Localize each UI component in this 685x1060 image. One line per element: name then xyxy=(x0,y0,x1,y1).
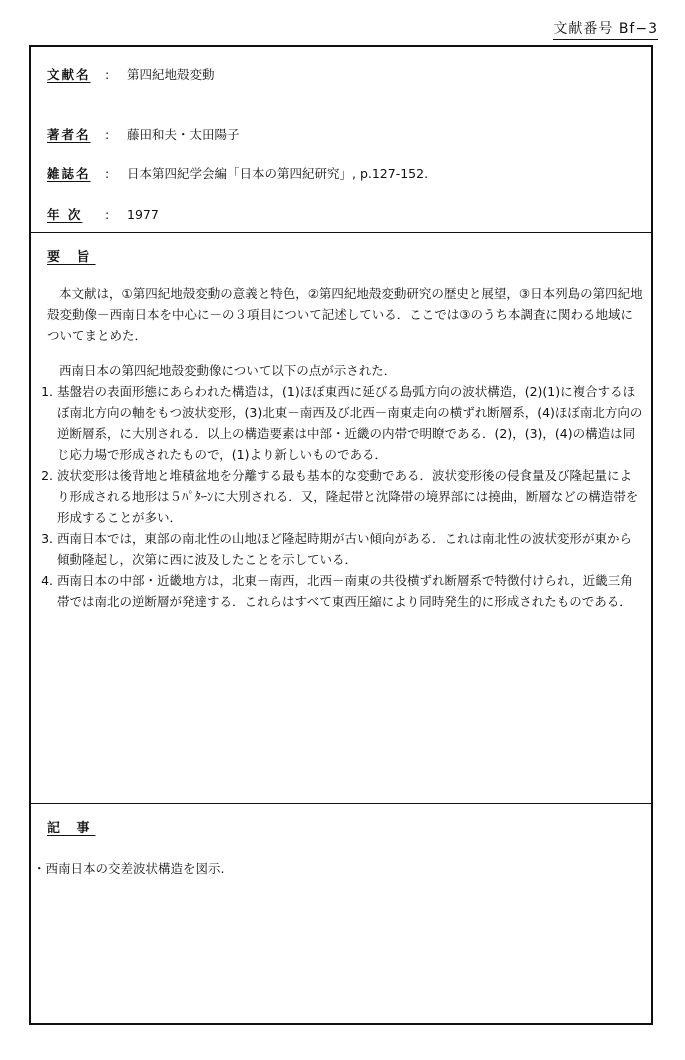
summary-list-item xyxy=(31,528,643,570)
meta-journal-label: 雑誌名 xyxy=(47,166,91,181)
summary-list-number: 4. xyxy=(41,573,53,588)
summary-list-text: 波状変形は後背地と堆積盆地を分離する最も基本的な変動である．波状変形後の侵食量及び隆起量により形成される地形は５ﾊﾟﾀｰﾝに大別される．又，隆起帯と沈降帯の境界部には撓曲，断層などの構造帯を形成することが多い． xyxy=(57,468,639,525)
notes-text: ・西南日本の交差波状構造を図示. xyxy=(33,861,225,876)
summary-body xyxy=(31,283,651,612)
meta-authors-value: 藤田和夫・太田陽子 xyxy=(127,127,240,142)
meta-year-row xyxy=(47,205,159,223)
summary-list-item xyxy=(31,570,643,612)
meta-authors-label: 著者名 xyxy=(47,127,91,142)
meta-year-label: 年 次 xyxy=(47,207,83,222)
meta-authors-row xyxy=(47,125,240,143)
meta-title-value: 第四紀地殻変動 xyxy=(127,67,215,82)
summary-list xyxy=(31,381,651,612)
meta-title-colon: : xyxy=(105,67,110,82)
summary-list-text: 西南日本の中部・近畿地方は，北東－南西，北西－南東の共役横ずれ断層系で特徴付けられ，近畿三角帯では南北の逆断層が発達する．これらはすべて東西圧縮により同時発生的に形成されたものである． xyxy=(57,573,633,609)
meta-title-label: 文献名 xyxy=(47,67,91,82)
summary-list-item xyxy=(31,465,643,528)
summary-list-number: 3. xyxy=(41,531,53,546)
meta-journal-colon: : xyxy=(105,166,110,181)
document-number: 文献番号 Bf−3 xyxy=(553,18,658,40)
meta-journal-row xyxy=(47,164,428,182)
summary-list-text: 西南日本では，東部の南北性の山地ほど隆起時期が古い傾向がある．これは南北性の波状変形が東から傾動隆起し，次第に西に波及したことを示している． xyxy=(57,531,633,567)
meta-journal-value: 日本第四紀学会編「日本の第四紀研究」, p.127-152. xyxy=(127,166,429,181)
summary-intro: 本文献は，①第四紀地殻変動の意義と特色，②第四紀地殻変動研究の歴史と展望，③日本列島の第四紀地殻変動像－西南日本を中心に－の３項目について記述している．ここでは③のうち本調査に関わる地域についてまとめた． xyxy=(47,286,643,343)
divider-summary xyxy=(31,803,651,804)
meta-year-colon: : xyxy=(105,207,110,222)
notes-heading: 記 事 xyxy=(47,821,96,836)
summary-heading: 要 旨 xyxy=(47,250,96,265)
summary-list-number: 1. xyxy=(41,384,53,399)
meta-year-value: 1977 xyxy=(127,207,159,222)
summary-list-text: 基盤岩の表面形態にあらわれた構造は，(1)ほぼ東西に延びる島弧方向の波状構造，(2)(1)に複合するほぼ南北方向の軸をもつ波状変形，(3)北東－南西及び北西－南東走向の横ずれ断層系，(4)ほぼ南北方向の逆断層系，に大別される．以上の構造要素は中部・近畿の内帯で明瞭である．(2)，(3)，(4)の構造は同じ応力場で形成されたもので，(1)より新しいものである． xyxy=(57,384,643,462)
document-frame xyxy=(29,45,653,1025)
meta-title-row xyxy=(47,65,215,83)
summary-list-item xyxy=(31,381,643,465)
summary-list-number: 2. xyxy=(41,468,53,483)
divider-meta xyxy=(31,232,651,233)
summary-lead: 西南日本の第四紀地殻変動像について以下の点が示された． xyxy=(59,363,397,378)
meta-authors-colon: : xyxy=(105,127,110,142)
